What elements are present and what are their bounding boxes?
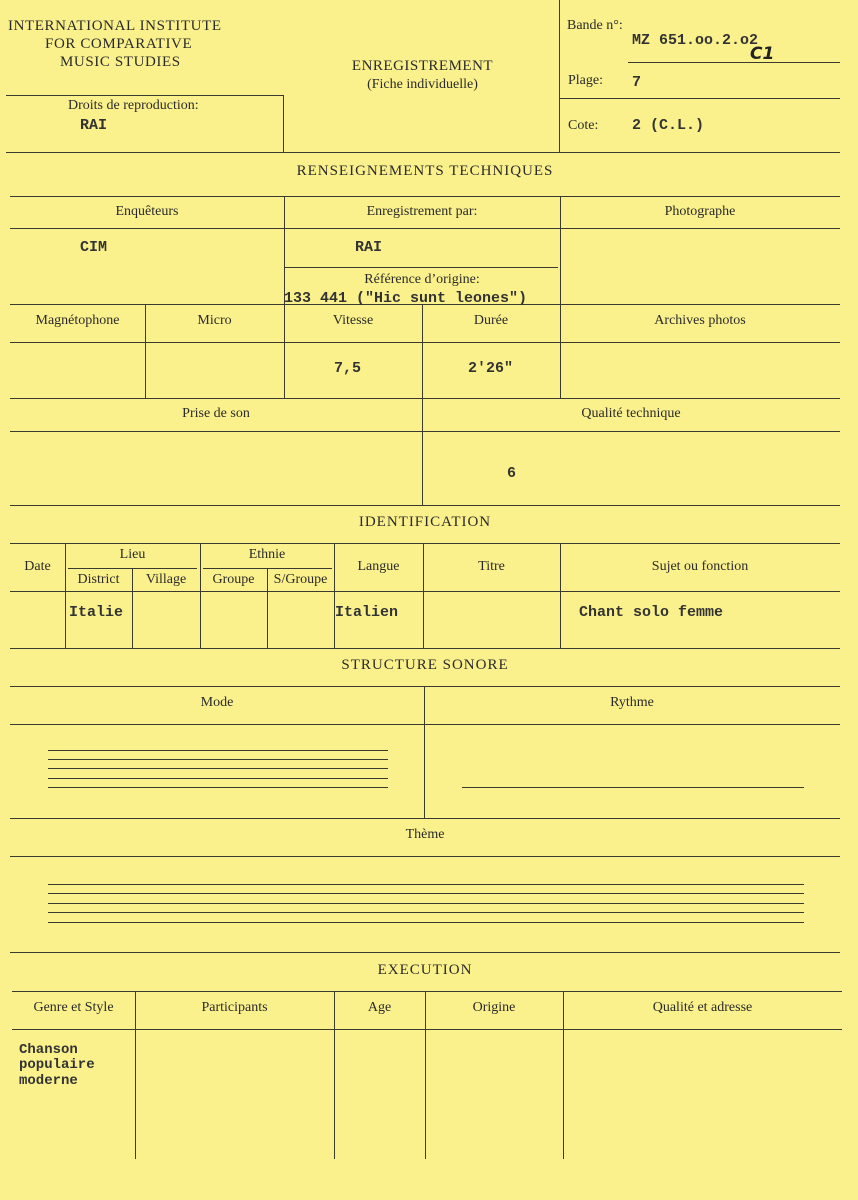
langue-label: Langue [357, 559, 400, 574]
form-subtitle: (Fiche individuelle) [367, 77, 478, 92]
qualite-technique-value: 6 [507, 465, 517, 482]
institute-name-line3: MUSIC STUDIES [60, 54, 181, 70]
vitesse-value: 7,5 [334, 360, 362, 377]
ethnie-label: Ethnie [248, 547, 286, 562]
reference-value: 133 441 ("Hic sunt leones") [284, 290, 528, 307]
bande-value: MZ 651.oo.2.o2 [632, 32, 759, 49]
cote-label: Cote: [568, 118, 599, 133]
sujet-value: Chant solo femme [579, 604, 724, 621]
qualite-adresse-label: Qualité et adresse [652, 1000, 753, 1015]
enregistrement-label: Enregistrement par: [366, 204, 478, 219]
photographe-label: Photographe [664, 204, 736, 219]
prise-de-son-label: Prise de son [182, 406, 250, 421]
reference-label: Référence d’origine: [364, 272, 480, 287]
section-title-technical: RENSEIGNEMENTS TECHNIQUES [296, 163, 554, 179]
district-label: District [77, 572, 120, 587]
genre-value-line2: populaire [19, 1057, 95, 1073]
archives-photos-label: Archives photos [654, 313, 746, 328]
date-label: Date [24, 559, 51, 574]
titre-label: Titre [478, 559, 505, 574]
plage-label: Plage: [568, 73, 603, 88]
village-label: Village [145, 572, 187, 587]
genre-style-label: Genre et Style [33, 1000, 114, 1015]
section-title-structure: STRUCTURE SONORE [341, 657, 509, 673]
genre-value-line1: Chanson [19, 1042, 78, 1058]
institute-name-line1: INTERNATIONAL INSTITUTE [8, 18, 222, 34]
section-title-identification: IDENTIFICATION [358, 514, 492, 530]
section-title-execution: EXECUTION [377, 962, 473, 978]
institute-name-line2: FOR COMPARATIVE [45, 36, 193, 52]
mode-label: Mode [200, 695, 234, 710]
theme-label: Thème [405, 827, 445, 842]
qualite-technique-label: Qualité technique [581, 406, 681, 421]
magnetophone-label: Magnétophone [35, 313, 120, 328]
rights-label: Droits de reproduction: [68, 98, 199, 113]
form-title: ENREGISTREMENT [351, 58, 494, 74]
plage-value: 7 [632, 74, 642, 91]
bande-label: Bande n°: [567, 18, 623, 33]
vitesse-label: Vitesse [332, 313, 374, 328]
age-label: Age [367, 1000, 392, 1015]
sgroupe-label: S/Groupe [273, 572, 328, 587]
genre-value-line3: moderne [19, 1073, 78, 1089]
micro-label: Micro [197, 313, 232, 328]
enregistrement-value: RAI [355, 239, 383, 256]
district-value: Italie [69, 604, 124, 621]
duree-label: Durée [473, 313, 509, 328]
bande-handwritten-note: C1 [750, 44, 775, 64]
lieu-label: Lieu [119, 547, 146, 562]
langue-value: Italien [335, 604, 399, 621]
groupe-label: Groupe [212, 572, 255, 587]
cote-value: 2 (C.L.) [632, 117, 705, 134]
origine-label: Origine [472, 1000, 516, 1015]
enqueteurs-value: CIM [80, 239, 108, 256]
duree-value: 2'26" [468, 360, 514, 377]
sujet-label: Sujet ou fonction [651, 559, 749, 574]
rythme-label: Rythme [610, 695, 654, 710]
participants-label: Participants [201, 1000, 268, 1015]
enqueteurs-label: Enquêteurs [115, 204, 179, 219]
rights-value: RAI [80, 117, 108, 134]
